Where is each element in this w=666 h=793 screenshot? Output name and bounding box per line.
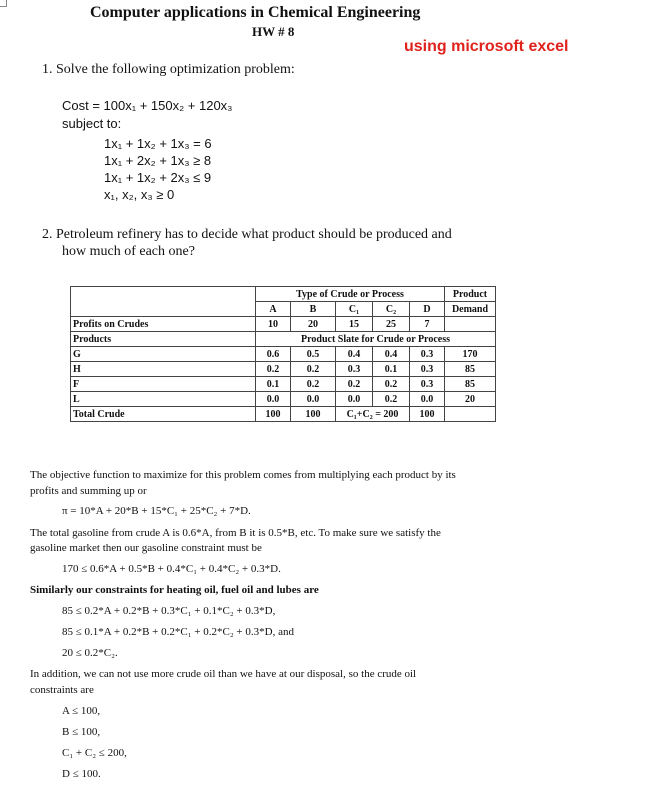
profit-cell: 10: [256, 317, 291, 332]
problem1-subject: subject to:: [62, 116, 122, 131]
fuel-oil-constraint: 85 ≤ 0.1*A + 0.2*B + 0.2*C₁ + 0.2*C₂ + 0.3*D, and: [62, 626, 294, 638]
crude-text-cont: constraints are: [30, 684, 94, 696]
row-label: F: [71, 377, 256, 392]
col-header: D: [410, 302, 445, 317]
slate-cell: 0.1: [373, 362, 410, 377]
refinery-table: [70, 286, 496, 422]
table-corner: [71, 287, 256, 317]
col-header: A: [256, 302, 291, 317]
excel-note: using microsoft excel: [404, 38, 569, 55]
row-label: H: [71, 362, 256, 377]
empty-cell: [445, 407, 496, 422]
slate-cell: 0.1: [256, 377, 291, 392]
product-header: Product: [445, 287, 496, 302]
demand-cell: 85: [445, 362, 496, 377]
col-header: C₂: [373, 302, 410, 317]
empty-cell: [445, 317, 496, 332]
slate-cell: 0.6: [256, 347, 291, 362]
problem1-constraint: 1x₁ + 1x₂ + 1x₃ = 6: [104, 136, 212, 151]
lubes-constraint: 20 ≤ 0.2*C₂.: [62, 647, 118, 659]
profit-cell: 20: [291, 317, 336, 332]
products-label: Products: [71, 332, 256, 347]
slate-cell: 0.2: [291, 362, 336, 377]
similar-text: Similarly our constraints for heating oil, fuel oil and lubes are: [30, 584, 319, 596]
problem2-prompt-cont: how much of each one?: [62, 244, 195, 259]
slate-cell: 0.2: [373, 377, 410, 392]
slate-cell: 0.5: [291, 347, 336, 362]
profit-cell: 25: [373, 317, 410, 332]
crude-constraint-c: C₁ + C₂ ≤ 200,: [62, 747, 127, 759]
crude-text: In addition, we can not use more crude oil than we have at our disposal, so the crude oil: [30, 668, 417, 680]
profit-cell: 15: [336, 317, 373, 332]
demand-cell: 170: [445, 347, 496, 362]
type-header: Type of Crude or Process: [256, 287, 445, 302]
slate-cell: 0.2: [336, 377, 373, 392]
problem1-constraint: x₁, x₂, x₃ ≥ 0: [104, 187, 175, 202]
crude-constraint-b: B ≤ 100,: [62, 726, 101, 738]
total-label: Total Crude: [71, 407, 256, 422]
slate-cell: 0.4: [336, 347, 373, 362]
slate-cell: 0.2: [291, 377, 336, 392]
demand-cell: 20: [445, 392, 496, 407]
col-header: C₁: [336, 302, 373, 317]
col-header: B: [291, 302, 336, 317]
slate-cell: 0.3: [410, 362, 445, 377]
total-cell: 100: [256, 407, 291, 422]
row-label: G: [71, 347, 256, 362]
homework-number: HW # 8: [252, 24, 295, 39]
slate-cell: 0.2: [256, 362, 291, 377]
slate-cell: 0.0: [256, 392, 291, 407]
page-corner-mark: [0, 0, 7, 7]
gasoline-text: The total gasoline from crude A is 0.6*A, from B it is 0.5*B, etc. To make sure we satisfy the: [30, 527, 441, 539]
slate-cell: 0.3: [410, 377, 445, 392]
slate-cell: 0.3: [410, 347, 445, 362]
demand-cell: 85: [445, 377, 496, 392]
gasoline-text-cont: gasoline market then our gasoline constraint must be: [30, 542, 262, 554]
total-cell: C₁+C₂ = 200: [336, 407, 410, 422]
slate-cell: 0.3: [336, 362, 373, 377]
total-cell: 100: [410, 407, 445, 422]
heating-oil-constraint: 85 ≤ 0.2*A + 0.2*B + 0.3*C₁ + 0.1*C₂ + 0.3*D,: [62, 605, 276, 617]
demand-header: Demand: [445, 302, 496, 317]
problem1-constraint: 1x₁ + 1x₂ + 2x₃ ≤ 9: [104, 170, 212, 185]
slate-cell: 0.0: [336, 392, 373, 407]
slate-cell: 0.2: [373, 392, 410, 407]
crude-constraint-d: D ≤ 100.: [62, 768, 101, 780]
profit-cell: 7: [410, 317, 445, 332]
document-title: Computer applications in Chemical Engineering: [90, 4, 421, 21]
total-cell: 100: [291, 407, 336, 422]
problem2-prompt: 2. Petroleum refinery has to decide what product should be produced and: [42, 227, 452, 242]
problem1-constraint: 1x₁ + 2x₂ + 1x₃ ≥ 8: [104, 153, 212, 168]
row-label: L: [71, 392, 256, 407]
gasoline-constraint: 170 ≤ 0.6*A + 0.5*B + 0.4*C₁ + 0.4*C₂ + 0.3*D.: [62, 563, 281, 575]
objective-text-cont: profits and summing up or: [30, 485, 147, 497]
objective-equation: π = 10*A + 20*B + 15*C₁ + 25*C₂ + 7*D.: [62, 505, 251, 517]
problem1-cost: Cost = 100x₁ + 150x₂ + 120x₃: [62, 98, 233, 113]
slate-cell: 0.0: [291, 392, 336, 407]
objective-text: The objective function to maximize for this problem comes from multiplying each product by its: [30, 469, 456, 481]
slate-cell: 0.0: [410, 392, 445, 407]
slate-header: Product Slate for Crude or Process: [256, 332, 496, 347]
profits-label: Profits on Crudes: [71, 317, 256, 332]
problem1-prompt: 1. Solve the following optimization problem:: [42, 62, 295, 77]
slate-cell: 0.4: [373, 347, 410, 362]
crude-constraint-a: A ≤ 100,: [62, 705, 101, 717]
